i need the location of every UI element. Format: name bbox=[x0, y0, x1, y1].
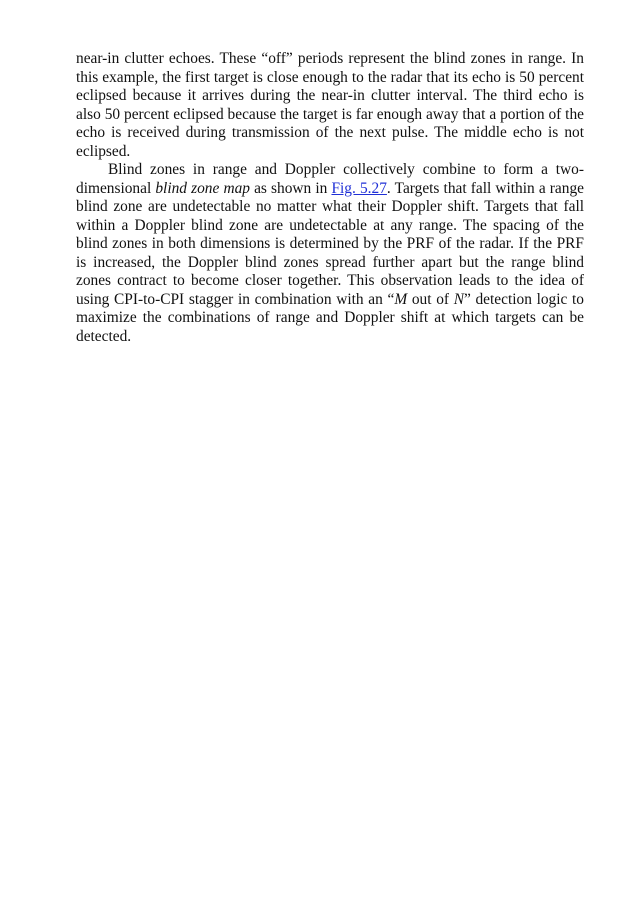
figure-link[interactable]: Fig. 5.27 bbox=[331, 179, 387, 197]
italic-term-blind-zone-map: blind zone map bbox=[155, 179, 250, 197]
paragraph-text: Blind zones in range and Doppler collectively combine to form a two-dimensional bbox=[76, 161, 584, 197]
paragraph-eclipsing: near-in clutter echoes. These “off” periods represent the blind zones in range. In this example, the first target is close enough to the radar that its echo is 50 percent eclipsed because it arrives during the near-in clutter interval. The third echo is also 50 percent eclipsed because the target is far enough away that a portion of the echo is received during transmission of the next pulse. The middle echo is not eclipsed. bbox=[76, 50, 584, 160]
body-text bbox=[76, 50, 584, 346]
paragraph-text: out of bbox=[407, 290, 454, 308]
italic-variable-n: N bbox=[453, 290, 464, 308]
paragraph-blind-zone-map bbox=[76, 161, 584, 346]
paragraph-text: . Targets that fall within a range blind zone are undetectable no matter what their Doppler shift. Targets that fall within a Doppler blind zone are undetectable at any range. The spacing of the blind zones in both dimensions is determined by the PRF of the radar. If the PRF is increased, the Doppler blind zones spread further apart but the range blind zones contract to become closer together. This observation leads to the idea of using CPI-to-CPI stagger in combination with an “ bbox=[76, 179, 584, 308]
paragraph-text: ” detection logic to maximize the combinations of range and Doppler shift at which targets can be detected. bbox=[76, 290, 585, 345]
italic-variable-m: M bbox=[394, 290, 408, 308]
paragraph-text: as shown in bbox=[249, 179, 332, 197]
